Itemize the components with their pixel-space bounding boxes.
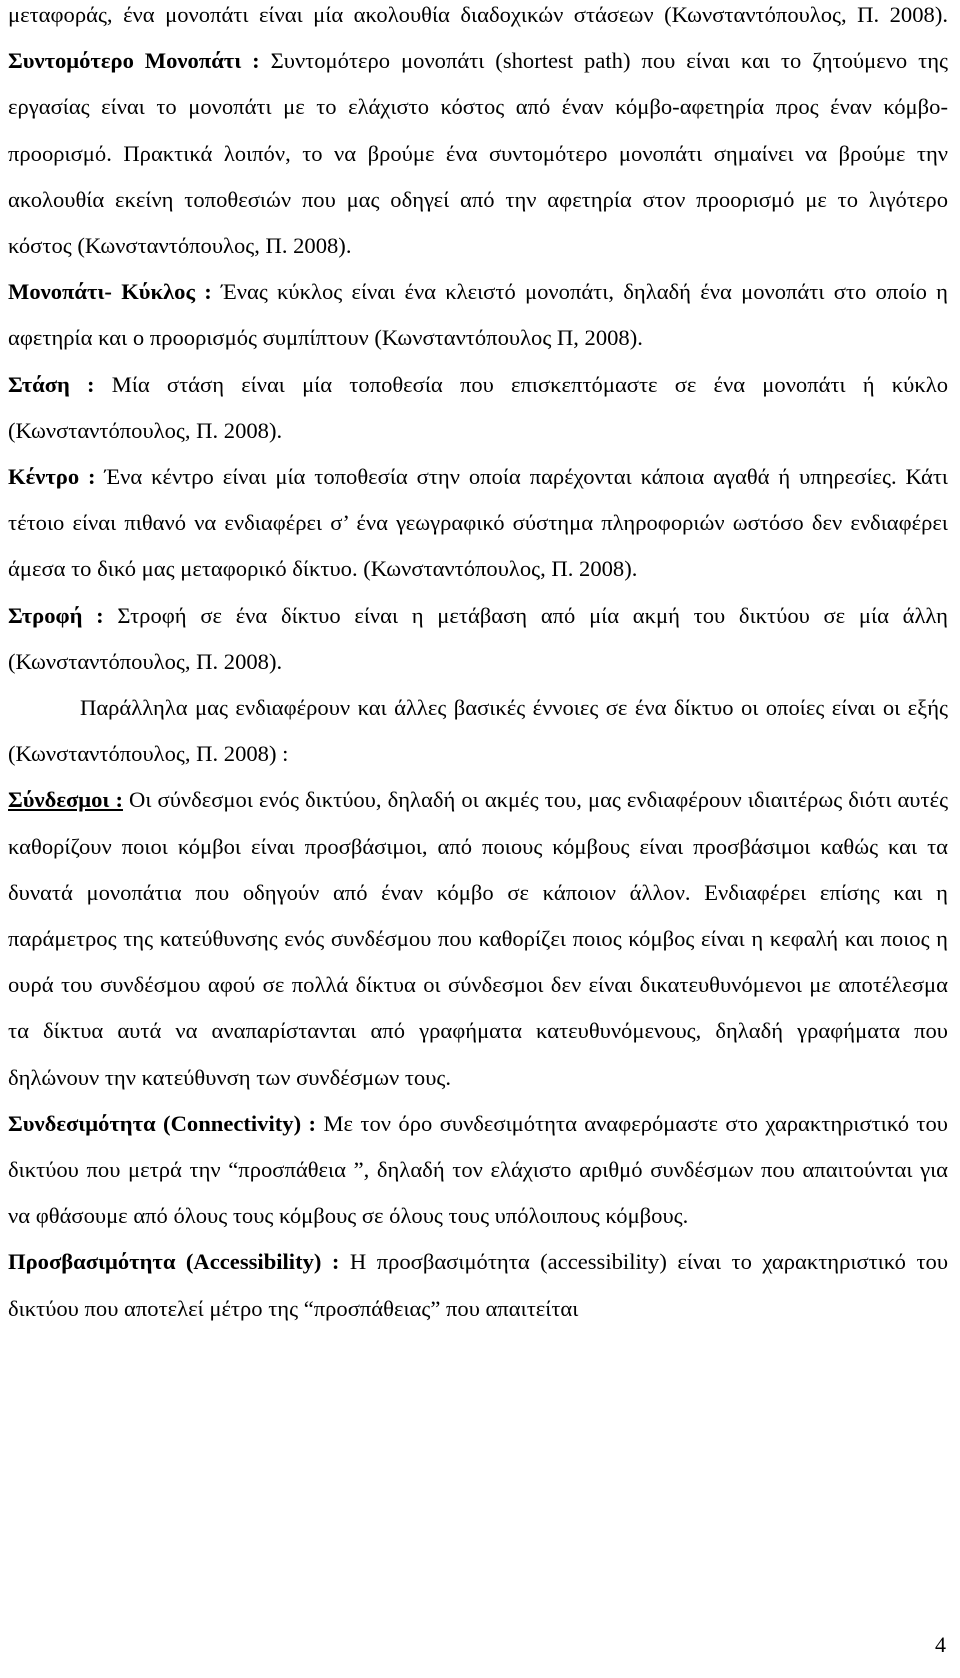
definition-stop	[8, 362, 948, 454]
definition-cycle	[8, 269, 948, 361]
definition-text: Ένα κέντρο είναι μία τοποθεσία στην οποία παρέχονται κάποια αγαθά ή υπηρεσίες. Κάτι τέτοιο είναι πιθανό να ενδιαφέρει σ’ ένα γεωγραφικό σύστημα πληροφοριών ωστόσο δεν ενδιαφέρει άμεσα το δικό μας μεταφορικό δίκτυο. (Κωνσταντόπουλος, Π. 2008).	[8, 464, 949, 582]
definition-text: Συντομότερο μονοπάτι (shortest path) που είναι και το ζητούμενο της εργασίας είναι το μονοπάτι με το ελάχιστο κόστος από έναν κόμβο-αφετηρία προς έναν κόμβο- προορισμό. Πρακτικά λοιπόν, το να βρούμε ένα συντομότερο μονοπάτι σημαίνει να βρούμε την ακολουθία εκείνη τοποθεσιών που μας οδηγεί από την αφετηρία στον προορισμό με το λιγότερο κόστος (Κωνσταντόπουλος, Π. 2008).	[8, 48, 948, 259]
paragraph-continuation	[8, 0, 948, 38]
definition-term: Κέντρο :	[8, 464, 96, 490]
definition-accessibility	[8, 1239, 948, 1331]
definition-text: Μία στάση είναι μία τοποθεσία που επισκεπτόμαστε σε ένα μονοπάτι ή κύκλο (Κωνσταντόπουλος, Π. 2008).	[8, 371, 948, 443]
definition-term: Συνδεσιμότητα (Connectivity) :	[8, 1110, 317, 1136]
paragraph-text: μεταφοράς, ένα μονοπάτι είναι μία ακολουθία διαδοχικών στάσεων (Κωνσταντόπουλος, Π. 2008).	[8, 2, 948, 27]
intro-paragraph	[8, 685, 948, 777]
definition-term: Προσβασιμότητα (Accessibility) :	[8, 1249, 340, 1275]
definition-text: Η προσβασιμότητα (accessibility) είναι το χαρακτηριστικό του δικτύου που αποτελεί μέτρο της “προσπάθειας” που απαιτείται	[8, 1249, 949, 1321]
definition-term: Στάση :	[8, 371, 95, 397]
definition-text: Οι σύνδεσμοι ενός δικτύου, δηλαδή οι ακμές του, μας ενδιαφέρουν ιδιαιτέρως διότι αυτές καθορίζουν ποιοι κόμβοι είναι προσβάσιμοι, από ποιους κόμβους είναι προσβάσιμοι καθώς και τα δυνατά μονοπάτια που οδηγούν από έναν κόμβο σε κάποιον άλλον. Ενδιαφέρει επίσης και η παράμετρος της κατεύθυνσης ενός συνδέσμου που καθορίζει ποιος κόμβος είναι η κεφαλή και ποιος η ουρά του συνδέσμου αφού σε πολλά δίκτυα οι σύνδεσμοι δεν είναι δικατευθυνόμενοι με αποτέλεσμα τα δίκτυα αυτά να αναπαρίστανται από γραφήματα κατευθυνόμενους, δηλαδή γραφήματα που δηλώνουν την κατεύθυνση των συνδέσμων τους.	[8, 787, 949, 1090]
definition-turn	[8, 593, 948, 685]
definition-links	[8, 777, 948, 1100]
definition-term: Συντομότερο Μονοπάτι :	[8, 48, 260, 74]
definition-connectivity	[8, 1101, 948, 1240]
definition-text: Ένας κύκλος είναι ένα κλειστό μονοπάτι, δηλαδή ένα μονοπάτι στο οποίο η αφετηρία και ο προορισμός συμπίπτουν (Κωνσταντόπουλος Π, 2008).	[8, 279, 948, 351]
definition-text: Με τον όρο συνδεσιμότητα αναφερόμαστε στο χαρακτηριστικό του δικτύου που μετρά την “προσπάθεια ”, δηλαδή τον ελάχιστο αριθμό συνδέσμων που απαιτούνται για να φθάσουμε από όλους τους κόμβους σε όλους τους υπόλοιπους κόμβους.	[8, 1110, 948, 1229]
paragraph-text: Παράλληλα μας ενδιαφέρουν και άλλες βασικές έννοιες σε ένα δίκτυο οι οποίες είναι οι εξής (Κωνσταντόπουλος, Π. 2008) :	[8, 695, 948, 767]
document-page	[8, 0, 948, 1332]
definition-center	[8, 454, 948, 593]
definition-shortest-path	[8, 38, 948, 269]
definition-term: Μονοπάτι- Κύκλος :	[8, 279, 212, 305]
page-number: 4	[935, 1632, 946, 1657]
definition-term: Στροφή :	[8, 602, 104, 628]
definition-term: Σύνδεσμοι :	[8, 787, 123, 813]
definition-text: Στροφή σε ένα δίκτυο είναι η μετάβαση από μία ακμή του δικτύου σε μία άλλη (Κωνσταντόπουλος, Π. 2008).	[8, 602, 948, 674]
